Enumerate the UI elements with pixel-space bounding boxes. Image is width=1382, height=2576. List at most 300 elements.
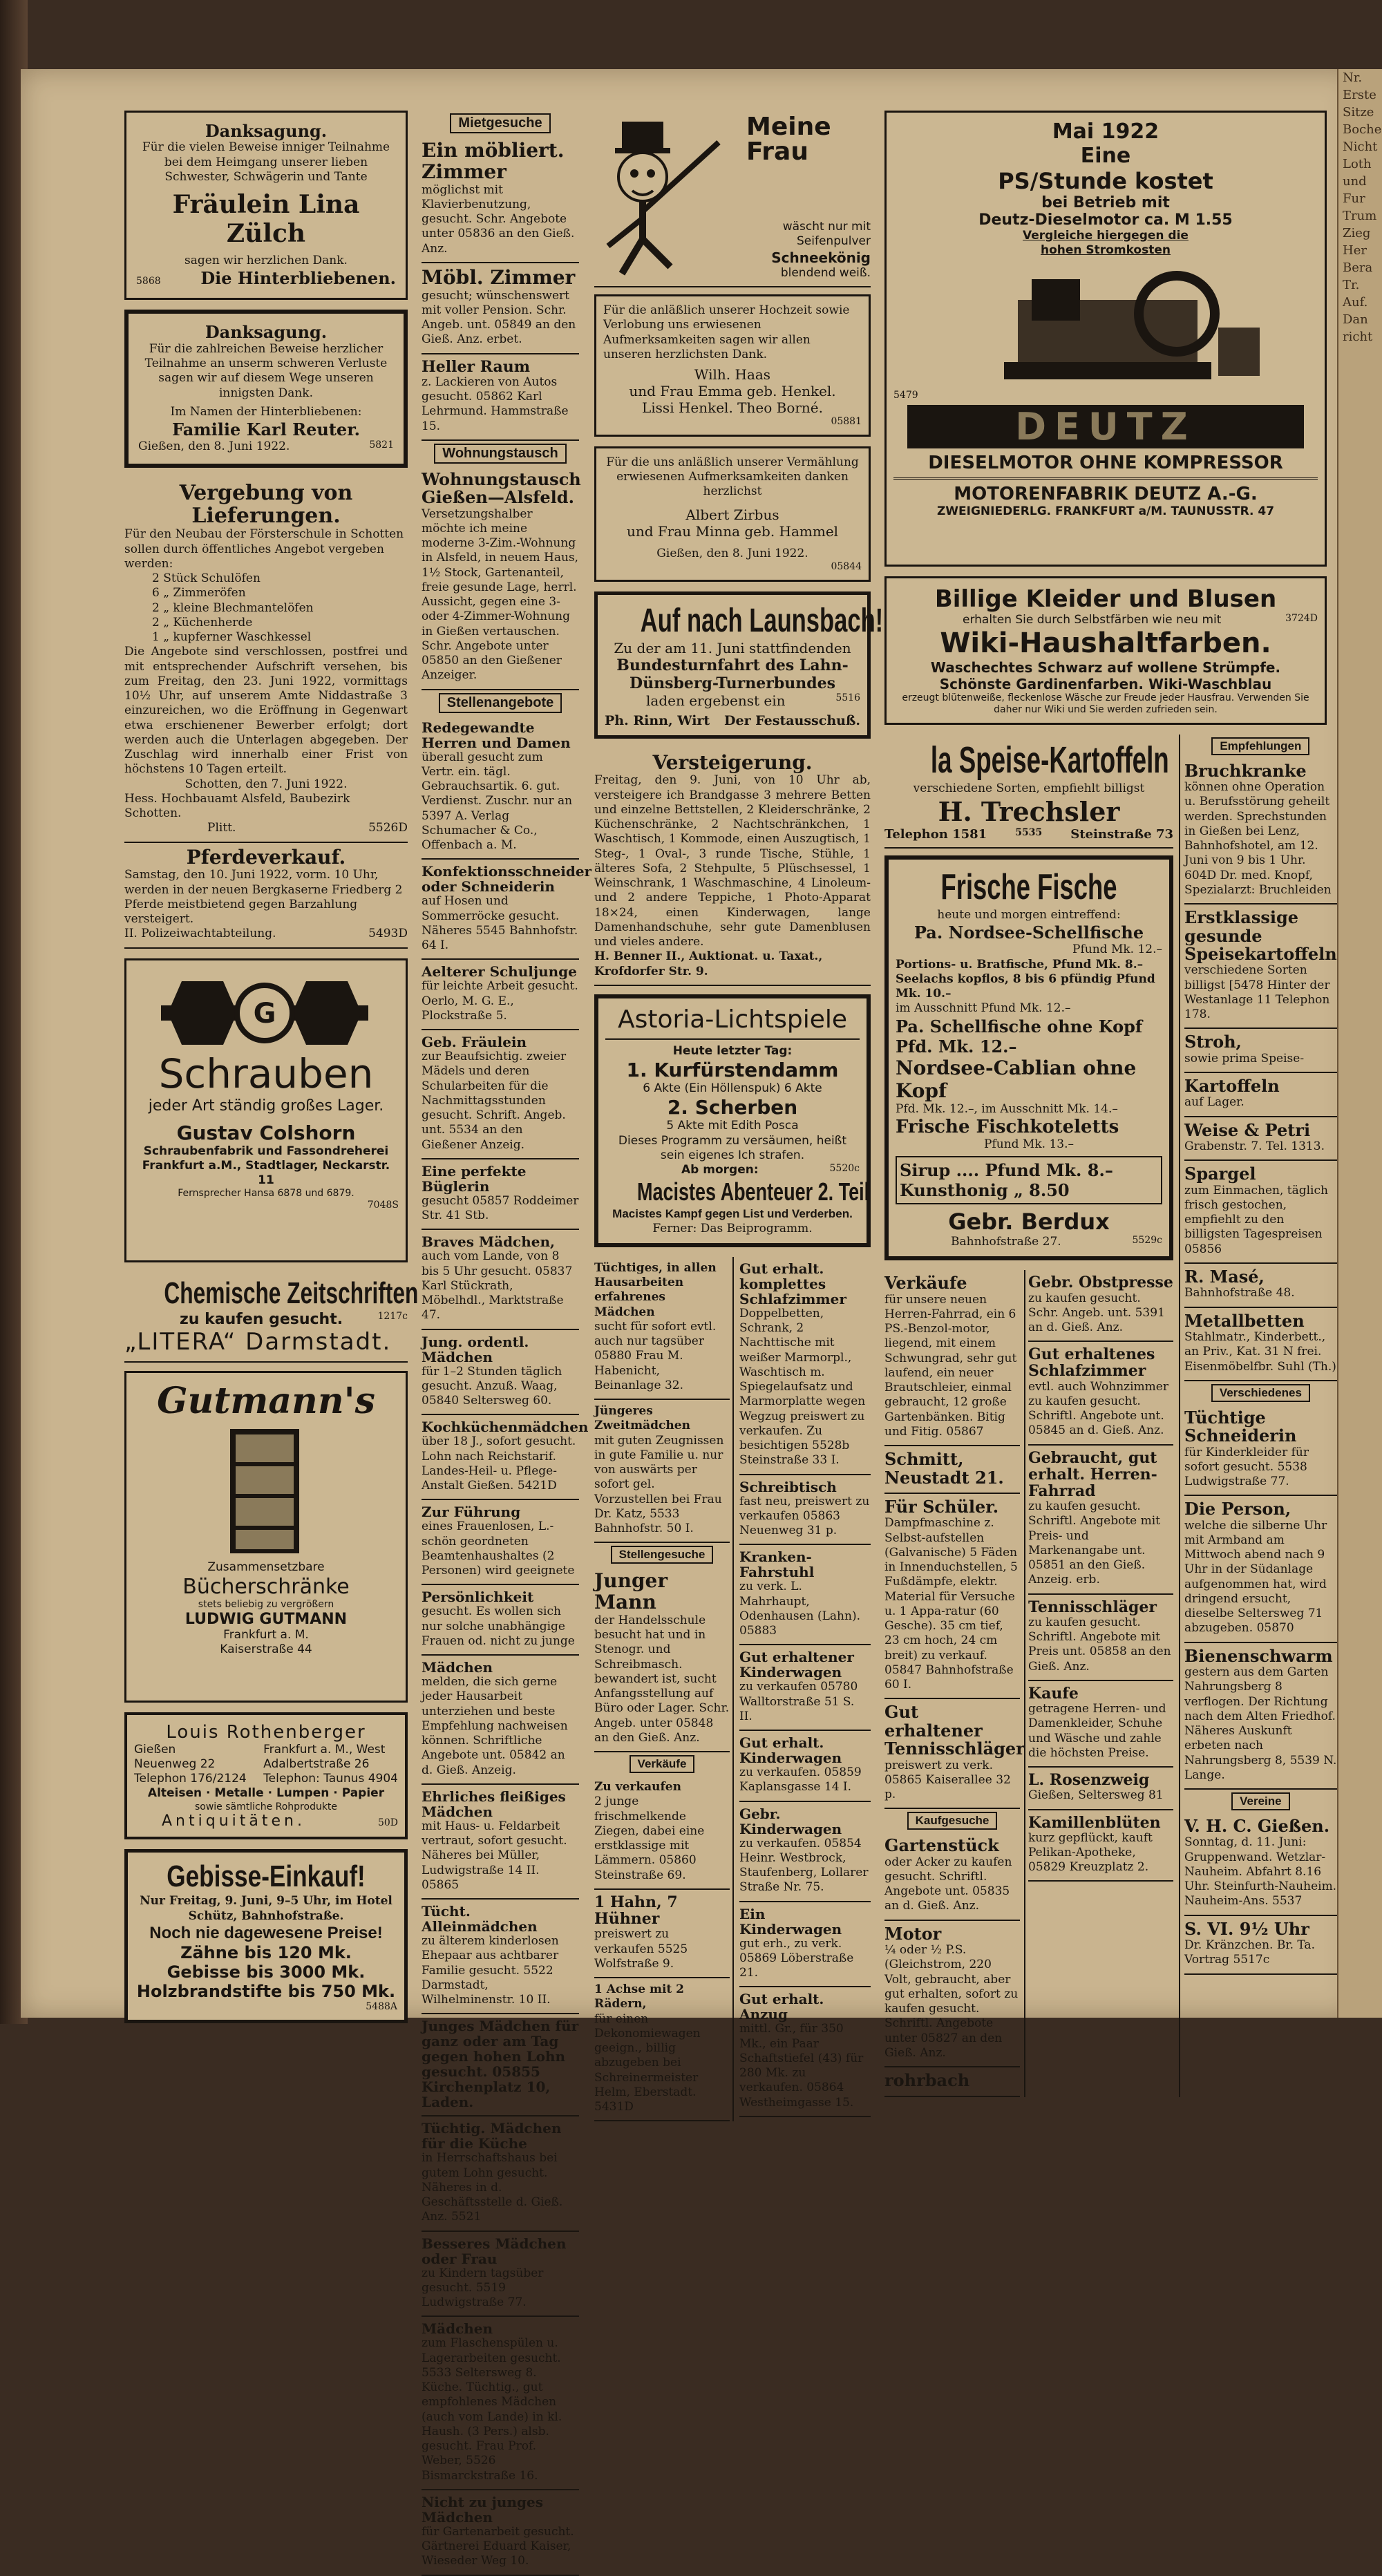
facing-page-text: Nr. — [1343, 70, 1363, 85]
ad-footer: Gießen, den 8. Juni 1922. — [138, 439, 290, 454]
ad-hochzeit-dank — [594, 294, 871, 437]
ad-title: la Speise-Kartoffeln — [930, 739, 1169, 781]
ad-body: gesucht. Es wollen sich nur solche unabhängige Frauen od. nicht zu junge — [422, 1604, 575, 1648]
section-header: Verschiedenes — [1211, 1384, 1310, 1402]
ad-title: Danksagung. — [205, 121, 328, 141]
ad-code: 5868 — [136, 276, 161, 287]
ad-name: „LITERA“ Darmstadt. — [124, 1327, 392, 1356]
ad-schneekoenig — [594, 111, 871, 287]
ad-title: Schreibtisch — [739, 1478, 837, 1495]
ad-title: Gut erhalt. Anzug — [739, 1991, 824, 2023]
ad-title: Erstklassige gesunde Speisekartoffeln — [1184, 907, 1337, 965]
classified-ad — [422, 1656, 579, 1785]
classified-ad — [1184, 1117, 1337, 1162]
ad-sub: Im Namen der Hinterbliebenen: — [170, 404, 362, 419]
ad-body: evtl. auch Wohnzimmer zu kaufen gesucht. Schriftl. Angebote unt. 05845 an d. Gieß. Anz. — [1028, 1379, 1168, 1438]
classified-ad — [422, 263, 579, 354]
classified-ad — [422, 466, 579, 690]
ad-wiki-farben — [884, 576, 1327, 725]
ad-title: Gut erhaltener Tennisschläger — [884, 1702, 1025, 1759]
section-header-verkaeufe: Verkäufe — [630, 1755, 695, 1773]
ad-code: 5516 — [835, 692, 860, 703]
ad-signature: II. Polizeiwachtabteilung. — [124, 927, 276, 941]
ad-title: Kartoffeln — [1184, 1076, 1280, 1097]
classified-ad — [1184, 1916, 1337, 1975]
ad-sub: laden ergebenst ein — [646, 692, 786, 709]
classified-ad — [739, 1545, 871, 1645]
classified-ad — [1028, 1446, 1173, 1595]
classified-ad — [594, 1257, 730, 1400]
facing-page-edge — [1337, 69, 1382, 2018]
ad-title: Tennisschläger — [1028, 1598, 1157, 1616]
ad-brand: Gutmann's — [157, 1379, 375, 1422]
ad-body: preiswert zu verkaufen 5525 Wolfstraße 9. — [594, 1927, 688, 1971]
ad-title: Danksagung. — [205, 322, 328, 343]
classified-ad — [1184, 1264, 1337, 1308]
classified-ad — [422, 860, 592, 960]
ad-title: Bienenschwarm — [1184, 1645, 1333, 1666]
ad-line-6: Telephon: Taunus 4904 — [263, 1772, 398, 1786]
ad-signature-2: Der Festausschuß. — [724, 712, 860, 728]
section-header-stellengesuche: Stellengesuche — [611, 1546, 714, 1564]
ad-title: Ein möbliert. Zimmer — [422, 139, 565, 183]
classified-ad — [1028, 1595, 1173, 1681]
ad-title: Vergebung von Lieferungen. — [179, 481, 353, 529]
ad-line-6: Vergleiche hiergegen die — [1023, 229, 1189, 243]
ad-title: Tüchtig. Mädchen für die Küche — [422, 2120, 562, 2152]
ad-name: H. Trechsler — [938, 796, 1120, 828]
classified-ad — [1184, 1813, 1337, 1916]
ad-line-4: Holzbrandstifte bis 750 Mk. — [136, 1981, 396, 2001]
ad-danksagung-reuter — [124, 310, 408, 468]
ad-footer: Ferner: Das Beiprogramm. — [652, 1221, 813, 1235]
section-header-wohnungstausch: Wohnungstausch — [434, 444, 566, 464]
ad-title: Tüchtige Schneiderin — [1184, 1407, 1297, 1446]
ad-name: Louis Rothenberger — [166, 1721, 366, 1743]
ad-astoria — [594, 994, 871, 1247]
ad-title: Für Schüler. — [884, 1497, 999, 1517]
section-header: Empfehlungen — [1211, 737, 1309, 755]
col3-left-sub — [594, 1257, 734, 2121]
ad-body: für Gartenarbeit gesucht. Gärtnerei Eduard Kaiser, Wieseder Weg 10. — [422, 2524, 574, 2568]
classified-ad — [1028, 1270, 1173, 1342]
facing-page-text: Loth — [1343, 157, 1372, 171]
ad-body: zu verk. L. Mahrhaupt, Odenhausen (Lahn). 05883 — [739, 1580, 860, 1638]
classified-ad — [884, 1921, 1020, 2067]
ad-body: fast neu, preiswert zu verkaufen 05863 Neuenweg 31 p. — [739, 1494, 870, 1538]
ad-title: Junges Mädchen für ganz oder am Tag gegen hohen Lohn gesucht. 05855 Kirchenplatz 10, Laden. — [422, 2018, 579, 2111]
ad-title: V. H. C. Gießen. — [1184, 1816, 1330, 1837]
ad-title: L. Rosenzweig — [1028, 1771, 1150, 1790]
ad-code: 5520c — [829, 1163, 860, 1175]
ad-body: in Herrschaftshaus bei gutem Lohn gesucht. Näheres in d. Geschäftsstelle d. Gieß. Anz. 5521 — [422, 2151, 563, 2224]
ad-code: 1217c — [377, 1310, 408, 1322]
ad-code: 5529c — [1132, 1235, 1162, 1247]
ad-title: Pferdeverkauf. — [186, 845, 346, 869]
ad-sub: blendend weiß. — [780, 265, 871, 280]
ad-line-3: Pfund Mk. 12.– — [1072, 943, 1162, 957]
ad-body: verschiedene Sorten billigst [5478 Hinter der Westanlage 11 Telephon 178. — [1184, 963, 1330, 1022]
ad-title: Persönlichkeit — [422, 1589, 534, 1606]
ad-code: 5488A — [366, 2000, 397, 2012]
ad-note: Dieses Programm zu versäumen, heißt sein eigenes Ich strafen. — [618, 1133, 847, 1162]
facing-page-text: Nicht — [1343, 140, 1378, 154]
ad-body: Zu der am 11. Juni stattfindenden — [614, 639, 851, 656]
column-4 — [884, 111, 1337, 2097]
ad-line-1: Gießen — [134, 1742, 176, 1756]
ad-name-3: Lissi Henkel. Theo Borné. — [641, 399, 823, 416]
ad-body: Sonntag, d. 11. Juni: Gruppenwand. Wetzlar-Nauheim. Abfahrt 8.16 Uhr. Steinfurth-Nauheim. Nauheim-Ans. 5537 — [1184, 1835, 1337, 1909]
ad-title: Kamillenblüten — [1028, 1813, 1161, 1832]
classified-ad — [422, 2317, 579, 2490]
classified-ad — [1028, 1810, 1173, 1882]
ad-title: Eine perfekte Büglerin — [422, 1162, 527, 1195]
ad-title: Frische Fische — [940, 867, 1117, 908]
ad-line-9: MOTORENFABRIK DEUTZ A.-G. — [954, 484, 1258, 505]
facing-page-text: Trum — [1343, 209, 1377, 223]
ad-line-1: Zusammensetzbare — [207, 1560, 325, 1574]
col3-right-sub — [739, 1257, 871, 2121]
ad-body: mit guten Zeugnissen in gute Familie u. nur von auswärts per sofort gel. Vorzustellen bei Frau Dr. Katz, 5533 Bahnhofstr. 50 I. — [594, 1433, 724, 1536]
classified-ad — [422, 1330, 579, 1416]
col4-lower — [884, 735, 1337, 2097]
ad-code: 5526D — [368, 821, 408, 835]
ad-title: Ein Kinderwagen — [739, 1905, 842, 1938]
list-item: 6 „ Zimmeröfen — [152, 586, 246, 600]
newspaper-page — [21, 69, 1354, 2568]
ad-line-10: Frische Fischkoteletts — [896, 1116, 1119, 1137]
classified-ad — [1184, 1405, 1337, 1497]
classified-ad — [422, 1159, 579, 1231]
ad-line-2: Pa. Nordsee-Schellfische — [914, 922, 1144, 943]
film-2-title: 2. Scherben — [667, 1096, 798, 1119]
ad-body: Bahnhofstraße 48. — [1184, 1286, 1295, 1300]
classified-ad — [422, 2490, 579, 2576]
ad-body: sowie prima Speise- — [1184, 1051, 1305, 1066]
classified-ad — [422, 1500, 579, 1585]
ad-body: zu Kindern tagsüber gesucht. 5519 Ludwigstraße 77. — [422, 2266, 544, 2310]
facing-page-text: Bera — [1343, 261, 1373, 275]
ad-title: rohrbach — [884, 2070, 970, 2091]
ad-body: können ohne Operation u. Berufsstörung geheilt werden. Sprechstunden in Gießen bei Lenz, Bahnhofshotel, am 12. Juni von 9 bis 1 Uhr. 604D Dr. med. Knopf, Spezialarzt: Bruchleiden — [1184, 780, 1332, 897]
ad-line-4: Adalbertstraße 26 — [263, 1756, 370, 1771]
classified-ad — [422, 2232, 579, 2318]
ad-title: Junger Mann — [594, 1569, 668, 1614]
classified-ad — [422, 1585, 579, 1656]
ad-body: überall gesucht zum Vertr. ein. tägl. Gebrauchsartik. 6. gut. Verdienst. Zuschr. nur an 5397 A. Verlag Schumacher & Co., Offenbach a. M. — [422, 750, 573, 853]
ad-title: Besseres Mädchen oder Frau — [422, 2235, 567, 2267]
film-1-title: 1. Kurfürstendamm — [626, 1059, 839, 1082]
ad-body: sucht für sofort evtl. auch nur tagsüber 05880 Frau M. Habenicht, Beinanlage 32. — [594, 1319, 717, 1392]
ad-title: Redegewandte Herren und Damen — [422, 719, 571, 751]
ad-line-2: Bücherschränke — [182, 1574, 350, 1599]
ad-body: mittl. Gr., für 350 Mk., ein Paar Schaftstiefel (43) für 280 Mk. zu verkaufen. 05864 Westheimgasse 15. — [739, 2022, 864, 2110]
col4-kaufgesuche-list — [1024, 1270, 1173, 2096]
ad-title: Motor — [884, 1923, 942, 1944]
classified-ad — [884, 1446, 1020, 1494]
ad-body: Grabenstr. 7. Tel. 1313. — [1184, 1139, 1325, 1154]
facing-page-text: Zieg — [1343, 226, 1371, 240]
section-header-stellenangebote: Stellenangebote — [439, 693, 562, 713]
ad-title: Metallbetten — [1184, 1310, 1305, 1331]
facing-page-text: und — [1343, 174, 1367, 189]
classified-ad — [422, 1785, 579, 1900]
chimney-sweep-figure-icon — [594, 115, 746, 281]
ad-code: 05844 — [831, 560, 862, 572]
ad-title: Gut erhalt. Kinderwagen — [739, 1734, 842, 1767]
ad-place: Gießen, den 8. Juni 1922. — [656, 546, 808, 560]
classified-ad — [594, 1890, 730, 1978]
ad-line-7: Alteisen · Metalle · Lumpen · Papier — [147, 1786, 385, 1801]
classified-ad — [739, 1475, 871, 1546]
classified-ad — [594, 1978, 730, 2121]
ad-body: gestern aus dem Garten Nahrungsberg 8 verflogen. Der Richtung nach dem Alten Friedhof. Näheres Auskunft erbeten nach Nahrungsberg 8, 5539 N. Lange. — [1184, 1665, 1337, 1782]
column-1 — [124, 111, 419, 2033]
facing-page-text: Dan — [1343, 312, 1368, 327]
section-header-wrap — [1184, 1790, 1337, 1813]
ad-name-2: Schraubenfabrik und Fassondreherei — [143, 1144, 389, 1158]
ad-title: Kranken-Fahrstuhl — [739, 1549, 815, 1581]
ad-heading: Heute letzter Tag: — [672, 1043, 793, 1058]
ad-name: Fräulein Lina Zülch — [172, 190, 360, 249]
ad-body: für unsere neuen Herren-Fahrrad, ein 6 PS.-Benzol-motor, liegend, mit einem Schwungrad, sehr gut laufend, ein neuer Brautschleier, einmal gebraucht, 12 große Gartenbänken. Bitig und Fitig. 05867 — [884, 1292, 1017, 1439]
ad-code: 3724D — [1285, 613, 1318, 624]
classified-ad — [739, 1987, 871, 2117]
ad-body: möglichst mit Klavierbenutzung, gesucht. Schr. Angebote unter 05836 an den Gieß. Anz. — [422, 182, 575, 256]
ad-title: Braves Mädchen, — [422, 1233, 555, 1251]
classified-ad — [594, 1400, 730, 1543]
col4-empfehlungen-list — [1179, 735, 1337, 2097]
ad-body: 2 junge frischmelkende Ziegen, dabei eine erstklassige mit Lämmern. 05860 Steinstraße 69. — [594, 1794, 705, 1882]
classified-ad — [739, 1902, 871, 1988]
classified-ad — [422, 354, 579, 441]
ad-line-2: Zähne bis 120 Mk. — [180, 1942, 352, 1962]
ad-line-5: Deutz-Dieselmotor ca. M 1.55 — [978, 211, 1233, 229]
ad-title: Gartenstück — [884, 1835, 999, 1856]
ad-title: Bruchkranke — [1184, 760, 1307, 781]
classified-ad — [1184, 1161, 1337, 1264]
facing-page-text: Her — [1343, 243, 1367, 258]
ad-title: Jüngeres Zweitmädchen — [594, 1404, 690, 1433]
ad-line-3: Waschechtes Schwarz auf wollene Strümpfe. — [930, 659, 1281, 676]
classified-ad — [1184, 1496, 1337, 1642]
classified-ad — [422, 1900, 579, 2014]
classified-ad — [739, 1731, 871, 1802]
bookcase-icon — [133, 1422, 396, 1560]
ad-title: Chemische Zeitschriften — [164, 1276, 419, 1310]
ad-body: auf Hosen und Sommerröcke gesucht. Näheres 5545 Bahnhofstr. 64 I. — [422, 894, 578, 953]
ad-code: 5493D — [368, 927, 408, 941]
classified-ad — [1184, 1643, 1337, 1790]
ad-line-7: hohen Stromkosten — [1041, 243, 1171, 258]
ad-body: gesucht; wünschenswert mit voller Pension. Schr. Angeb. unt. 05849 an den Gieß. Anz. erbet. — [422, 288, 576, 347]
ad-body: Dr. Kränzchen. Br. Ta. Vortrag 5517c — [1184, 1938, 1315, 1967]
ad-body: Versetzungshalber möchte ich meine moderne 3-Zim.-Wohnung in Alsfeld, in neuem Haus, 1½ Stock, Gartenanteil, freie gesunde Lage, herrl. Aussicht, gegen eine 3- oder 4-Zimmer-Wohnung in Gießen vertauschen. Schr. Angebote unter 05850 an den Gießener Anzeiger. — [422, 506, 579, 683]
ad-line-3: PS/Stunde kostet — [998, 168, 1213, 194]
ad-body: zu verkaufen. 05859 Kaplansgasse 14 I. — [739, 1765, 862, 1794]
ad-name-1: Wilh. Haas — [694, 366, 771, 383]
ad-line-4: bei Betrieb mit — [1041, 194, 1170, 211]
ad-title: Schrauben — [158, 1050, 374, 1097]
ad-title: R. Masé, — [1184, 1266, 1265, 1287]
section-header-mietgesuche: Mietgesuche — [450, 113, 550, 133]
ad-title: Möbl. Zimmer — [422, 265, 576, 289]
ad-line-1: erhalten Sie durch Selbstfärben wie neu mit — [963, 613, 1222, 627]
ad-deutz — [884, 111, 1327, 567]
ad-body: wäscht nur mit Seifenpulver — [782, 220, 871, 249]
ad-line-11: Pfund Mk. 13.– — [984, 1137, 1074, 1151]
ad-title: Mädchen — [422, 2320, 493, 2338]
ad-name-2: und Frau Emma geb. Henkel. — [629, 383, 836, 399]
ad-gebisse — [124, 1849, 408, 2023]
facing-page-text: Erste — [1343, 88, 1376, 102]
classified-ad — [884, 1832, 1020, 1920]
ad-title: Gebr. Kinderwagen — [739, 1805, 842, 1837]
ad-body: über 18 J., sofort gesucht. Lohn nach Reichstarif. Landes-Heil- u. Pflege-Anstalt Gießen. 5421D — [422, 1434, 576, 1493]
ad-line-ab-morgen: Ab morgen: — [681, 1163, 759, 1177]
column-3 — [594, 111, 884, 2121]
ad-body-2: Die Angebote sind verschlossen, postfrei und mit entsprechender Aufschrift versehen, bis zum Freitag, den 23. Juni 1922, vormittags 10½ Uhr, auf unserem Amte Niddastraße 3 einzureichen, wo die Eröffnung in Gegenwart etwa erschienener Bewerber erfolgt; dort werden auch die Unterlagen abgegeben. Der Zuschlag wird innerhalb einer Frist von höchstens 10 Tagen erteilt. — [124, 645, 408, 777]
ad-body: Dampfmaschine z. Selbst-aufstellen (Galvanische) 5 Fäden in Innenduchstellen, 5 Fußdämpfe, elektr. Material für Versuche u. 1 Appa-ratur (60 Gesche). 35 cm tief, 23 cm hoch, 24 cm breit) zu verkauf. 05847 Bahnhofstraße 60 I. — [884, 1516, 1018, 1692]
ad-title: Gebraucht, gut erhalt. Herren-Fahrrad — [1028, 1448, 1157, 1501]
film-3-title: Macistes Abenteuer 2. Teil — [637, 1177, 870, 1206]
facing-page-text: Auf. — [1343, 295, 1368, 310]
col4-verkaeufe-list — [884, 1270, 1025, 2096]
classified-ad — [1184, 1029, 1337, 1073]
classified-ad — [739, 1802, 871, 1902]
ad-name: Gustav Colshorn — [176, 1121, 356, 1144]
facing-page-text: Boche — [1343, 122, 1382, 137]
ad-body: zum Einmachen, täglich frisch gestochen, empfiehlt zu den billigsten Tagespreisen 05856 — [1184, 1183, 1328, 1256]
ad-phone: Fernsprecher Hansa 6878 und 6879. — [178, 1188, 354, 1200]
ad-code: 5821 — [369, 439, 394, 451]
ad-line-4: Schönste Gardinenfarben. Wiki-Waschblau — [939, 676, 1272, 693]
ad-name-1: Albert Zirbus — [685, 506, 779, 523]
ad-title: Auf nach Launsbach! — [640, 602, 884, 639]
ad-signature-1: Ph. Rinn, Wirt — [605, 712, 710, 728]
ad-line-1: Mai 1922 — [1052, 120, 1159, 144]
ad-body: Samstag, den 10. Juni 1922, vorm. 10 Uhr, werden in der neuen Bergkaserne Friedberg 2 Pferde meistbietend gegen Barzahlung versteigert. — [124, 868, 403, 927]
ad-body: Für die uns anläßlich unserer Vermählung erwiesenen Aufmerksamkeiten danken herzlichst — [606, 455, 859, 499]
ad-code: 7048S — [367, 1200, 399, 1211]
ad-line-1: verschiedene Sorten, empfiehlt billigst — [913, 781, 1145, 795]
ad-code: 5479 — [893, 389, 918, 401]
ad-line-5: Seelachs kopflos, 8 bis 6 pfündig Pfund Mk. 10.– — [896, 972, 1155, 1001]
ad-line-12: Sirup .... Pfund Mk. 8.– — [900, 1160, 1113, 1181]
ad-brand: DEUTZ — [907, 405, 1304, 448]
ad-gutmann — [124, 1371, 408, 1703]
film-1-sub: 6 Akte (Ein Höllenspuk) 6 Akte — [643, 1081, 822, 1096]
ad-sub: zu kaufen gesucht. — [180, 1310, 343, 1328]
ad-body: zu älterem kinderlosen Ehepaar aus achtbarer Familie gesucht. 5522 Darmstadt, Wilhelminenstr. 10 II. — [422, 1934, 559, 2007]
ad-title: Aelterer Schuljunge — [422, 963, 577, 981]
list-item: 2 „ kleine Blechmantelöfen — [152, 600, 314, 615]
classified-ad — [594, 1566, 730, 1752]
ad-body: auf Lager. — [1184, 1095, 1244, 1110]
ad-title: Tücht. Alleinmädchen — [422, 1903, 538, 1935]
screw-logo-icon — [133, 967, 396, 1050]
ad-bold: Bundesturnfahrt des Lahn-Dünsberg-Turnerbundes — [616, 656, 849, 692]
col3-bottom — [594, 1257, 871, 2121]
ad-title: Gebr. Obstpresse — [1028, 1273, 1173, 1292]
ad-body: Nur Freitag, 9. Juni, 9–5 Uhr, im Hotel Schütz, Bahnhofstraße. — [140, 1894, 392, 1923]
ad-line-2: Frankfurt a. M., West — [263, 1742, 386, 1756]
ad-body: getragene Herren- und Damenkleider, Schuhe und Wäsche und zahle die höchsten Preise. — [1028, 1702, 1166, 1760]
ad-line-8: sowie sämtliche Rohprodukte — [194, 1801, 338, 1812]
facing-page-text: Fur — [1343, 191, 1365, 206]
ad-body: mit Haus- u. Feldarbeit vertraut, sofort gesucht. Näheres bei Müller, Ludwigstraße 14 II. 05865 — [422, 1819, 567, 1892]
ad-line-1: heute und morgen eintreffend: — [937, 908, 1121, 922]
ad-body: eines Frauenlosen, L.-schön geordneten Beamtenhaushaltes (2 Personen) wird geeignete — [422, 1519, 575, 1578]
classified-ad — [1184, 758, 1337, 905]
classified-ad — [422, 2014, 579, 2116]
ad-title: S. VI. 9½ Uhr — [1184, 1918, 1309, 1939]
classified-ad — [1028, 1681, 1173, 1768]
ad-title: Spargel — [1184, 1164, 1256, 1184]
ad-title: Geb. Fräulein — [422, 1034, 527, 1051]
ad-title: Jung. ordentl. Mädchen — [422, 1333, 529, 1365]
section-header: Vereine — [1231, 1792, 1290, 1810]
ad-signature: Die Hinterbliebenen. — [200, 268, 396, 289]
ad-signature-2: Plitt. — [207, 821, 236, 835]
classified-ad — [422, 1030, 579, 1159]
ad-launsbach — [594, 591, 884, 739]
ad-line-4: LUDWIG GUTMANN — [184, 1610, 348, 1628]
classified-ad — [422, 136, 579, 263]
item-list — [124, 571, 408, 645]
ad-brand: Schneekönig — [771, 249, 871, 266]
classified-ad — [739, 1257, 871, 1475]
ad-signature: Hess. Hochbauamt Alsfeld, Baubezirk Schotten. — [124, 791, 350, 821]
ad-danksagung-zuelch — [124, 111, 408, 300]
ad-line-3: Neuenweg 22 — [134, 1756, 216, 1771]
ad-schrauben — [124, 958, 408, 1262]
svg-text:G: G — [253, 997, 276, 1030]
ad-title: Schmitt, Neustadt 21. — [884, 1449, 1004, 1488]
ad-body: melden, die sich gerne jeder Hausarbeit unterziehen und beste Empfehlung nachweisen können. Schriftliche Angebote unt. 05842 an d. Gieß. Anzeig. — [422, 1675, 568, 1777]
ad-vergebung — [124, 477, 408, 842]
ad-title: Heller Raum — [422, 357, 531, 376]
classified-ad — [1184, 1308, 1337, 1381]
ad-line-1: Noch nie dagewesene Preise! — [149, 1923, 383, 1942]
ad-line-13: Kunsthonig „ 8.50 — [900, 1180, 1070, 1201]
ad-code: 05881 — [831, 416, 862, 427]
ad-title: Wohnungstausch Gießen—Alsfeld. — [422, 468, 581, 508]
ad-title: Kochküchenmädchen — [422, 1419, 589, 1436]
ad-body: ¼ oder ½ P.S. (Gleichstrom, 220 Volt, gebraucht, aber gut erhalten, sofort zu kaufen gesucht. Schriftl. Angebote unter 05827 an den Gieß. Anz. — [884, 1943, 1019, 2060]
ad-line-6: Kaiserstraße 44 — [220, 1642, 312, 1656]
ad-line-2: Wiki-Haushaltfarben. — [940, 627, 1271, 660]
ad-body: z. Lackieren von Autos gesucht. 05862 Karl Lehrmund. Hammstraße 15. — [422, 375, 569, 433]
col4-lower-left — [884, 735, 1173, 2097]
ad-vermaehlung-dank — [594, 446, 871, 582]
ad-title: Versteigerung. — [652, 750, 813, 774]
ad-line-8: Nordsee-Cablian ohne Kopf — [896, 1056, 1137, 1102]
ad-title: Tüchtiges, in allen Hausarbeiten erfahrenes Mädchen — [594, 1260, 717, 1319]
ad-title: Gebisse-Einkauf! — [167, 1859, 366, 1894]
ad-title: Billige Kleider und Blusen — [934, 585, 1277, 613]
ad-body: zu kaufen gesucht. Schr. Angeb. unt. 5391 an d. Gieß. Anz. — [1028, 1291, 1165, 1335]
ad-address: Frankfurt a.M., Stadtlager, Neckarstr. 11 — [142, 1158, 390, 1188]
film-3-sub: Macistes Kampf gegen List und Verderben. — [612, 1207, 853, 1221]
ad-body: Für die anläßlich unserer Hochzeit sowie Verlobung uns erwiesenen Aufmerksamkeiten sagen wir allen unseren herzlichsten Dank. — [603, 303, 850, 361]
ad-phone: Telephon 1581 — [884, 827, 987, 842]
ad-body: für 1–2 Stunden täglich gesucht. Anzuß. Waag, 05840 Seltersweg 60. — [422, 1364, 562, 1408]
ad-sub: sagen wir herzlichen Dank. — [184, 254, 348, 268]
ad-speise-kartoffeln — [884, 735, 1173, 849]
ad-title: Zur Führung — [422, 1504, 521, 1521]
ad-title: Nicht zu junges Mädchen — [422, 2493, 543, 2526]
